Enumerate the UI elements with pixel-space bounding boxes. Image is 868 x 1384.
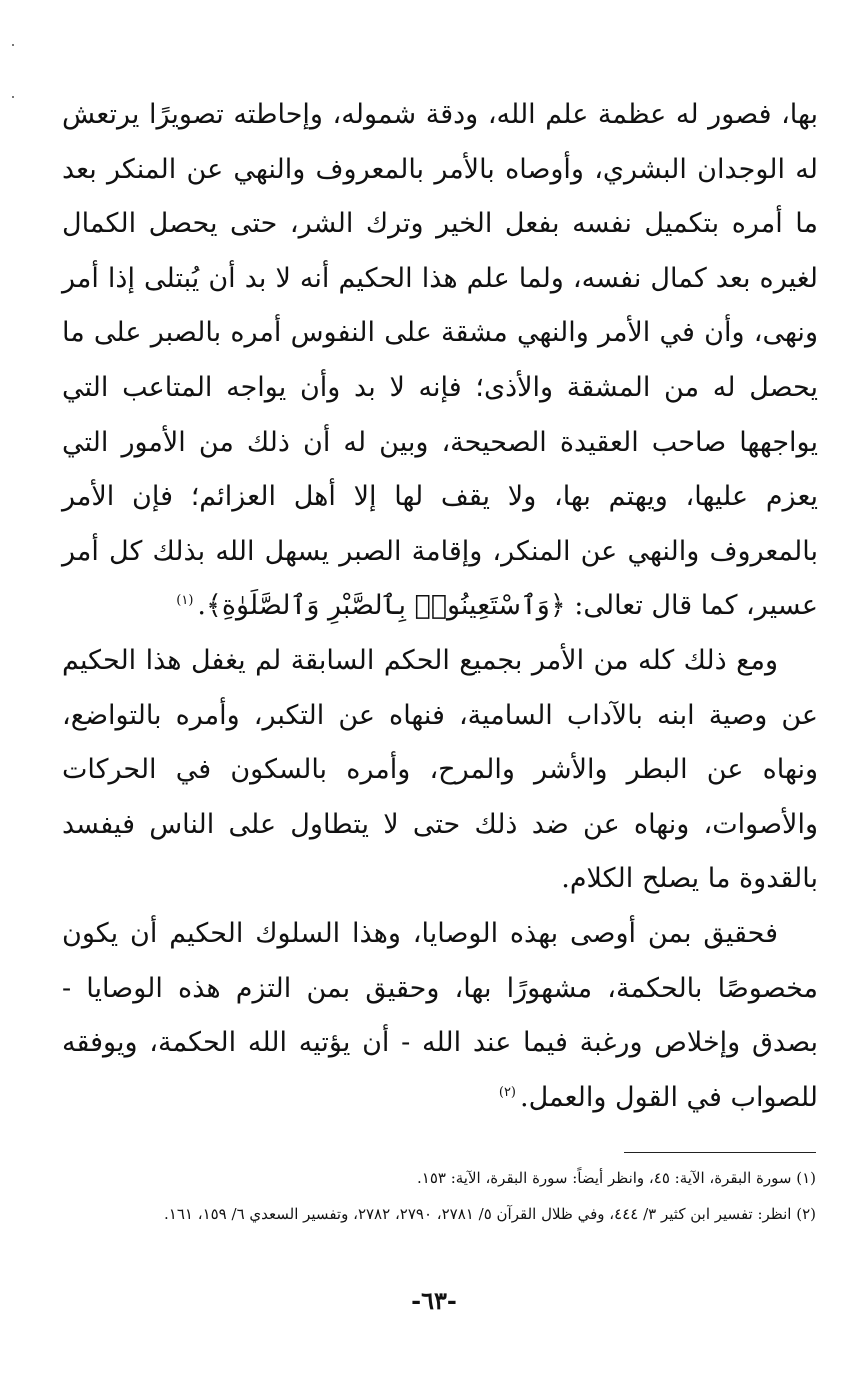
- footnote: (٢) انظر: تفسير ابن كثير ٣/ ٤٤٤، وفي ظلال القرآن ٥/ ٢٧٨١، ٢٧٩٠، ٢٧٨٢، وتفسير السعدي ٦/ ١٥٩، ١٦١.: [164, 1205, 816, 1223]
- paragraph: [62, 907, 818, 1125]
- footnote-ref: (٢): [498, 1084, 516, 1100]
- footnotes: [46, 1160, 816, 1232]
- paragraph-text: فحقيق بمن أوصى بهذه الوصايا، وهذا السلوك الحكيم أن يكون مخصوصًا بالحكمة، مشهورًا بها، وحقيق بمن التزم هذه الوصايا - بصدق وإخلاص ورغبة فيما عند الله - أن يؤتيه الله الحكمة، ويوفقه للصواب في القول والعمل.: [62, 917, 818, 1113]
- paragraph-text: ومع ذلك كله من الأمر بجميع الحكم السابقة لم يغفل هذا الحكيم عن وصية ابنه بالآداب السامية، فنهاه عن التكبر، وأمره بالتواضع، ونهاه عن البطر والأشر والمرح، وأمره بالسكون في الحركات والأصوات، ونهاه عن ضد ذلك حتى لا يتطاول على الناس فيفسد بالقدوة ما يصلح الكلام.: [62, 644, 818, 895]
- paragraph: [62, 634, 818, 907]
- footnote-divider: [624, 1152, 816, 1153]
- page-number: -٦٣-: [411, 1286, 457, 1315]
- scan-speck: [12, 96, 14, 98]
- paragraph: [62, 88, 818, 634]
- body-text: [62, 88, 818, 1125]
- scan-speck: [12, 44, 14, 46]
- footnote: (١) سورة البقرة، الآية: ٤٥، وانظر أيضاً: سورة البقرة، الآية: ١٥٣.: [416, 1169, 816, 1187]
- paragraph-text: بها، فصور له عظمة علم الله، ودقة شموله، وإحاطته تصويرًا يرتعش له الوجدان البشري، وأوصاه بالأمر بالمعروف والنهي عن المنكر بعد ما أمره بتكميل نفسه بفعل الخير وترك الشر، حتى يحصل الكمال لغيره بعد كمال نفسه، ولما علم هذا الحكيم أنه لا بد أن يُبتلى إذا أمر ونهى، وأن في الأمر والنهي مشقة على النفوس أمره بالصبر على ما يحصل له من المشقة والأذى؛ فإنه لا بد وأن يواجه المتاعب التي يواجهها صاحب العقيدة الصحيحة، وبين له أن ذلك من الأمور التي يعزم عليها، ويهتم بها، ولا يقف لها إلا أهل العزائم؛ فإن الأمر بالمعروف والنهي عن المنكر، وإقامة الصبر يسهل الله بذلك كل أمر عسير، كما قال تعالى: ﴿وَٱسْتَعِينُوا۟ بِٱلصَّبْرِ وَٱلصَّلَوٰةِ﴾.: [62, 99, 818, 622]
- footnote-ref: (١): [176, 593, 194, 609]
